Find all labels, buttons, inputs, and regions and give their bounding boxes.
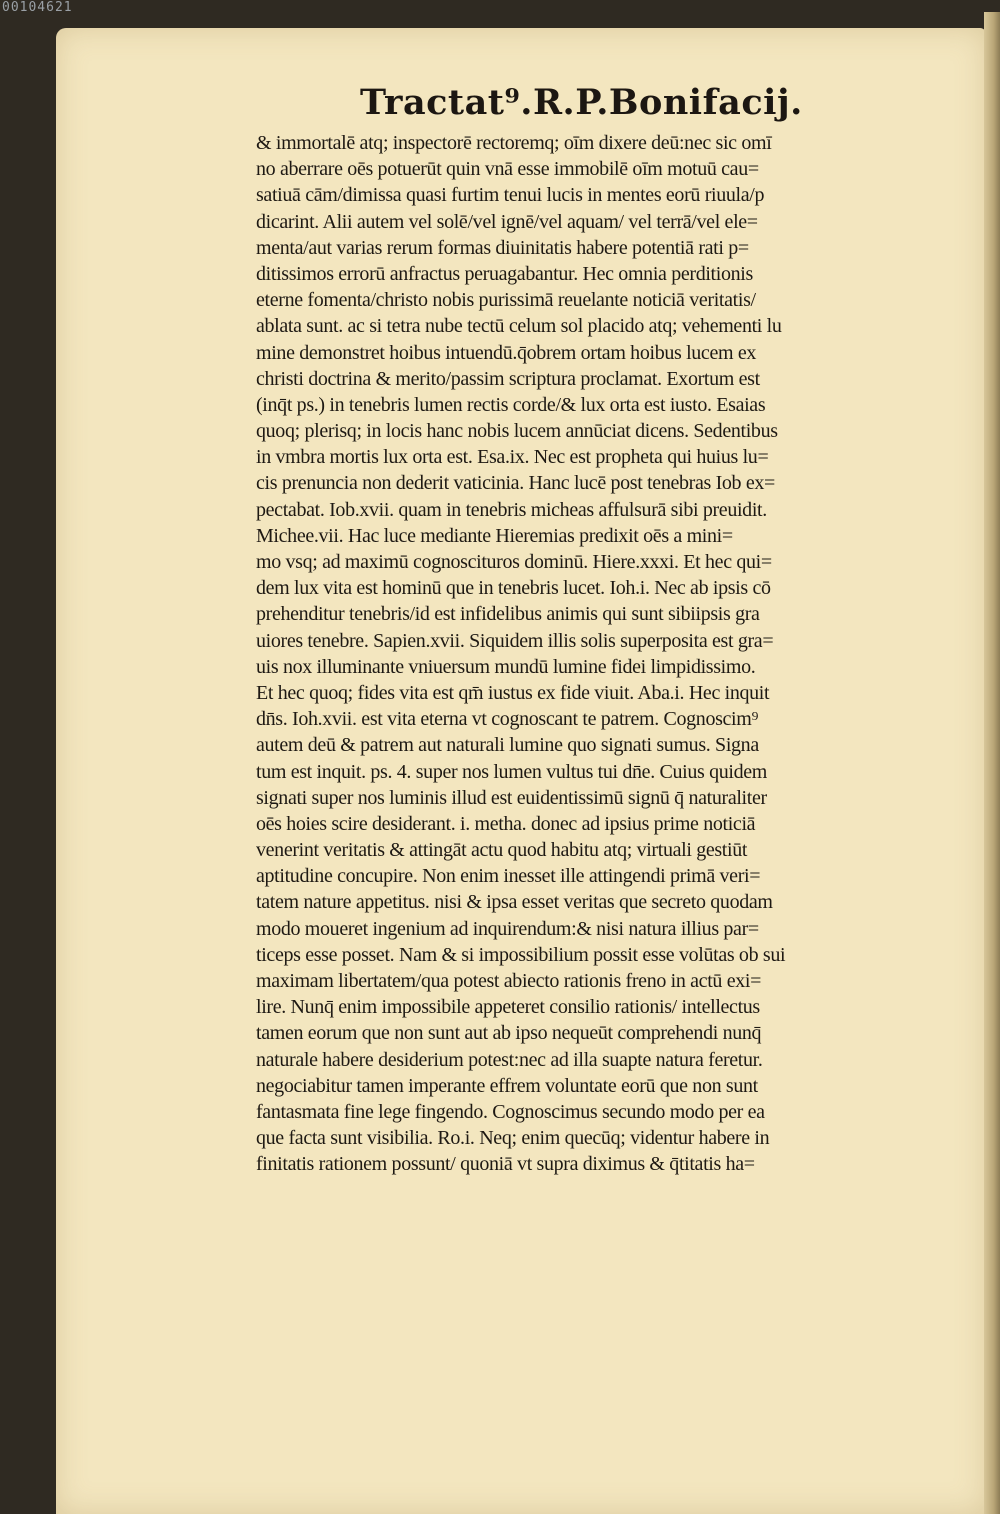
running-head: Tractat⁹.R.P.Bonifacij. [360,82,803,123]
text-line: autem deū & patrem aut naturali lumine quo signati sumus. Signa [256,734,759,757]
text-line: tamen eorum que non sunt aut ab ipso nequeūt comprehendi nunq̄ [256,1022,762,1045]
text-line: Et hec quoq; fides vita est qm̄ iustus ex fide viuit. Aba.i. Hec inquit [256,681,770,704]
text-line: fantasmata fine lege fingendo. Cognoscimus secundo modo per ea [256,1100,765,1123]
text-line: signati super nos luminis illud est euidentissimū signū q̄ naturaliter [256,786,767,809]
text-line: naturale habere desiderium potest:nec ad illa suapte natura feretur. [256,1048,763,1071]
text-line: tatem nature appetitus. nisi & ipsa esset veritas que secreto quodam [256,891,773,914]
text-line: dem lux vita est hominū que in tenebris lucet. Ioh.i. Nec ab ipsis cō [256,577,771,600]
text-line: mine demonstret hoibus intuendū.q̄obrem ortam hoibus lucem ex [256,341,757,364]
text-block [256,130,928,1178]
text-line: & immortalē atq; inspectorē rectoremq; oīm dixere deū:nec sic omī [256,132,772,154]
text-line: negociabitur tamen imperante effrem voluntate eorū que non sunt [256,1074,758,1097]
text-line: in vmbra mortis lux orta est. Esa.ix. Nec est propheta qui huius lu= [256,446,769,469]
text-line: pectabat. Iob.xvii. quam in tenebris micheas affulsurā sibi preuidit. [256,498,767,521]
text-line: uiores tenebre. Sapien.xvii. Siquidem illis solis superposita est gra= [256,629,774,652]
text-line: mo vsq; ad maximū cognoscituros dominū. Hiere.xxxi. Et hec qui= [256,551,772,573]
text-line: dicarint. Alii autem vel solē/vel ignē/vel aquam/ vel terrā/vel ele= [256,210,758,233]
text-line: que facta sunt visibilia. Ro.i. Neq; enim quecūq; videntur habere in [256,1127,770,1150]
text-line: aptitudine concupire. Non enim inesset ille attingendi primā veri= [256,865,761,888]
scan-id: 00104621 [2,0,73,15]
text-line: (inq̄t ps.) in tenebris lumen rectis corde/& lux orta est iusto. Esaias [256,393,766,416]
text-line: Michee.vii. Hac luce mediante Hieremias predixit oēs a mini= [256,524,733,547]
text-line: ditissimos errorū anfractus peruagabantur. Hec omnia perditionis [256,262,753,285]
text-line: christi doctrina & merito/passim scriptura proclamat. Exortum est [256,367,760,390]
text-line: finitatis rationem possunt/ quoniā vt supra diximus & q̄titatis ha= [256,1153,755,1176]
page-edge [984,12,1000,1514]
text-line: lire. Nunq̄ enim impossibile appeteret consilio rationis/ intellectus [256,996,760,1019]
text-line: menta/aut varias rerum formas diuinitatis habere potentiā rati p= [256,236,749,259]
text-line: no aberrare oēs potuerūt quin vnā esse immobilē oīm motuū cau= [256,158,759,181]
text-line: satiuā cām/dimissa quasi furtim tenui lucis in mentes eorū riuula/p [256,184,765,207]
text-line: modo moueret ingenium ad inquirendum:& nisi natura illius par= [256,917,759,940]
text-line: dn̄s. Ioh.xvii. est vita eterna vt cognoscant te patrem. Cognoscim⁹ [256,708,759,731]
text-line: ablata sunt. ac si tetra nube tectū celum sol placido atq; vehementi lu [256,315,782,338]
text-line: cis prenuncia non dederit vaticinia. Hanc lucē post tenebras Iob ex= [256,472,775,495]
text-line: uis nox illuminante vniuersum mundū lumine fidei limpidissimo. [256,655,756,678]
text-line: eterne fomenta/christo nobis purissimā reuelante noticiā veritatis/ [256,289,756,312]
text-line: ticeps esse posset. Nam & si impossibilium possit esse volūtas ob sui [256,943,786,966]
text-line: prehenditur tenebris/id est infidelibus animis qui sunt sibiipsis gra [256,603,760,626]
text-line: maximam libertatem/qua potest abiecto rationis freno in actū exi= [256,970,762,992]
text-line: venerint veritatis & attingāt actu quod habitu atq; virtuali gestiūt [256,839,748,862]
text-line: oēs hoies scire desiderant. i. metha. donec ad ipsius prime noticiā [256,812,756,835]
text-line: tum est inquit. ps. 4. super nos lumen vultus tui dn̄e. Cuius quidem [256,760,767,783]
text-line: quoq; plerisq; in locis hanc nobis lucem annūciat dicens. Sedentibus [256,420,778,443]
